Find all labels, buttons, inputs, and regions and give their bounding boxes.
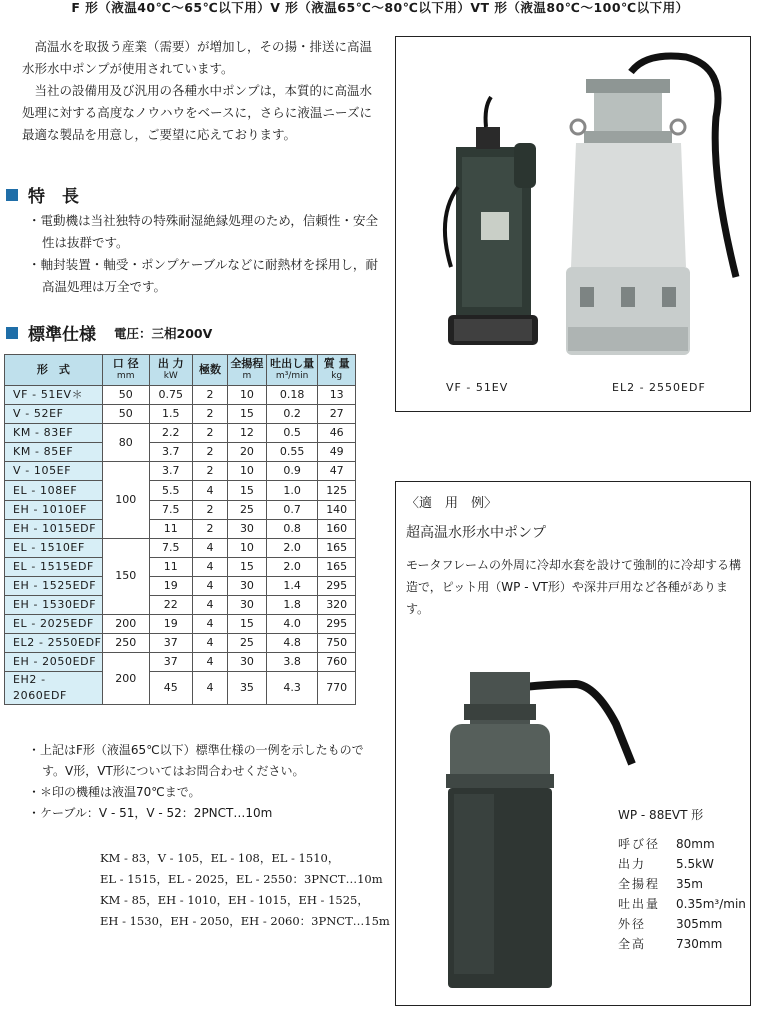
flow-cell: 0.9 [266, 462, 318, 481]
head-cell: 35 [228, 672, 267, 705]
table-row [5, 424, 356, 443]
flow-cell: 0.2 [266, 405, 318, 424]
model-cell: EH - 1015EDF [5, 519, 103, 538]
model-cell: EL2 - 2550EDF [5, 634, 103, 653]
model-cell: KM - 85EF [5, 443, 103, 462]
model-cell: V - 52EF [5, 405, 103, 424]
table-header-row [5, 355, 356, 386]
vf-51ev-pump-image [445, 97, 538, 345]
poles-cell: 4 [192, 672, 227, 705]
spec-title: 標準仕様 [28, 325, 96, 345]
output-cell: 19 [149, 615, 192, 634]
flow-cell: 4.0 [266, 615, 318, 634]
poles-cell: 4 [192, 481, 227, 500]
head-cell: 25 [228, 500, 267, 519]
poles-cell: 2 [192, 462, 227, 481]
flow-cell: 0.7 [266, 500, 318, 519]
output-cell: 22 [149, 596, 192, 615]
flow-cell: 0.5 [266, 424, 318, 443]
square-bullet-icon [6, 327, 18, 339]
flow-cell: 1.8 [266, 596, 318, 615]
table-row [5, 405, 356, 424]
poles-cell: 4 [192, 538, 227, 557]
model-cell: EL - 1515EDF [5, 557, 103, 576]
table-row [5, 576, 356, 595]
mass-cell: 165 [318, 538, 356, 557]
poles-cell: 4 [192, 596, 227, 615]
example-label: 〈適 用 例〉 [406, 496, 498, 511]
wp-88evt-pump-image [426, 664, 646, 998]
mass-cell: 46 [318, 424, 356, 443]
mass-cell: 27 [318, 405, 356, 424]
poles-cell: 2 [192, 519, 227, 538]
model-cell: V - 105EF [5, 462, 103, 481]
note-item: ・＊印の機種は液温70℃まで。 [28, 785, 201, 799]
flow-cell: 2.0 [266, 538, 318, 557]
spec-row-outer-diameter: 外径 305mm [618, 917, 723, 931]
example-title: 超高温水形水中ポンプ [406, 525, 546, 541]
output-cell: 7.5 [149, 538, 192, 557]
spec-row-output: 出力 5.5kW [618, 857, 714, 871]
model-cell: EH - 1530EDF [5, 596, 103, 615]
mass-cell: 47 [318, 462, 356, 481]
example-spec-list [618, 834, 748, 954]
mass-cell: 165 [318, 557, 356, 576]
output-cell: 1.5 [149, 405, 192, 424]
features-title: 特 長 [28, 187, 79, 207]
intro-text [22, 36, 372, 146]
caliber-cell: 200 [102, 615, 149, 634]
photo-caption-el2-2550edf: EL2 - 2550EDF [612, 381, 706, 394]
poles-cell: 2 [192, 405, 227, 424]
cable-list [100, 848, 410, 932]
table-row [5, 557, 356, 576]
head-cell: 15 [228, 615, 267, 634]
flow-cell: 4.3 [266, 672, 318, 705]
model-cell: EL - 1510EF [5, 538, 103, 557]
head-cell: 15 [228, 405, 267, 424]
output-cell: 11 [149, 557, 192, 576]
output-cell: 2.2 [149, 424, 192, 443]
model-cell: VF - 51EV＊ [5, 386, 103, 405]
head-cell: 30 [228, 653, 267, 672]
notes [28, 740, 368, 824]
mass-cell: 295 [318, 615, 356, 634]
output-cell: 11 [149, 519, 192, 538]
model-cell: EH2 - 2060EDF [5, 672, 103, 705]
voltage-label: 電圧：三相200V [114, 325, 213, 341]
poles-cell: 4 [192, 576, 227, 595]
output-cell: 45 [149, 672, 192, 705]
col-header-caliber: 口 径 mm [102, 355, 149, 386]
spec-row-flow: 吐出量 0.35m³/min [618, 897, 746, 911]
col-header-poles: 極数 [192, 355, 227, 386]
col-header-flow: 吐出し量 m³/min [266, 355, 318, 386]
head-cell: 12 [228, 424, 267, 443]
model-cell: EL - 2025EDF [5, 615, 103, 634]
caliber-cell: 50 [102, 405, 149, 424]
col-header-mass: 質 量 kg [318, 355, 356, 386]
caliber-cell: 200 [102, 653, 149, 705]
spec-row-caliber: 呼び径 80mm [618, 837, 715, 851]
el2-2550edf-pump-image [566, 56, 736, 355]
output-cell: 0.75 [149, 386, 192, 405]
cable-line: EH - 1530，EH - 2050，EH - 2060：3PNCT…15m [100, 914, 390, 928]
col-header-model: 形 式 [5, 355, 103, 386]
output-cell: 7.5 [149, 500, 192, 519]
table-row [5, 653, 356, 672]
cable-line: KM - 85，EH - 1010，EH - 1015，EH - 1525， [100, 893, 369, 907]
head-cell: 25 [228, 634, 267, 653]
mass-cell: 750 [318, 634, 356, 653]
mass-cell: 125 [318, 481, 356, 500]
poles-cell: 2 [192, 386, 227, 405]
table-row [5, 462, 356, 481]
output-cell: 3.7 [149, 462, 192, 481]
mass-cell: 295 [318, 576, 356, 595]
caliber-cell: 150 [102, 538, 149, 614]
feature-item: ・電動機は当社独特の特殊耐湿絶縁処理のため，信頼性・安全性は抜群です。 [28, 213, 378, 250]
output-cell: 37 [149, 634, 192, 653]
spec-row-total-height: 全高 730mm [618, 937, 723, 951]
head-cell: 20 [228, 443, 267, 462]
mass-cell: 320 [318, 596, 356, 615]
table-row [5, 538, 356, 557]
model-cell: EH - 2050EDF [5, 653, 103, 672]
poles-cell: 2 [192, 500, 227, 519]
temperature-range-header: F 形（液温40℃～65℃以下用）V 形（液温65℃～80℃以下用）VT 形（液温80℃～100℃以下用） [71, 0, 689, 15]
head-cell: 30 [228, 576, 267, 595]
example-description: モータフレームの外周に冷却水套を設けて強制的に冷却する構造で，ピット用（WP - VT形）や深井戸用など各種があります。 [406, 558, 742, 616]
poles-cell: 4 [192, 634, 227, 653]
table-row [5, 596, 356, 615]
head-cell: 30 [228, 596, 267, 615]
flow-cell: 3.8 [266, 653, 318, 672]
head-cell: 15 [228, 481, 267, 500]
note-item: ・上記はF形（液温65℃以下）標準仕様の一例を示したものです。V形，VT形についてはお問合わせください。 [28, 743, 364, 778]
head-cell: 10 [228, 538, 267, 557]
flow-cell: 0.18 [266, 386, 318, 405]
flow-cell: 1.0 [266, 481, 318, 500]
spec-table [4, 354, 356, 705]
example-model: WP - 88EVT 形 [618, 808, 704, 822]
caliber-cell: 80 [102, 424, 149, 462]
poles-cell: 2 [192, 424, 227, 443]
model-cell: EH - 1525EDF [5, 576, 103, 595]
product-photo-panel [395, 36, 751, 412]
model-cell: EH - 1010EF [5, 500, 103, 519]
mass-cell: 13 [318, 386, 356, 405]
poles-cell: 2 [192, 443, 227, 462]
caliber-cell: 250 [102, 634, 149, 653]
head-cell: 10 [228, 386, 267, 405]
intro-paragraph-1: 高温水を取扱う産業（需要）が増加し，その揚・排送に高温水形水中ポンプが使用されています。 [22, 39, 373, 76]
output-cell: 3.7 [149, 443, 192, 462]
table-row [5, 386, 356, 405]
poles-cell: 4 [192, 653, 227, 672]
model-cell: KM - 83EF [5, 424, 103, 443]
flow-cell: 4.8 [266, 634, 318, 653]
flow-cell: 0.8 [266, 519, 318, 538]
flow-cell: 2.0 [266, 557, 318, 576]
table-row [5, 519, 356, 538]
caliber-cell: 50 [102, 386, 149, 405]
col-header-head: 全揚程 m [228, 355, 267, 386]
flow-cell: 1.4 [266, 576, 318, 595]
table-row [5, 615, 356, 634]
table-row [5, 500, 356, 519]
head-cell: 30 [228, 519, 267, 538]
output-cell: 19 [149, 576, 192, 595]
cable-line: EL - 1515，EL - 2025，EL - 2550：3PNCT…10m [100, 872, 383, 886]
table-row [5, 672, 356, 705]
model-cell: EL - 108EF [5, 481, 103, 500]
output-cell: 5.5 [149, 481, 192, 500]
head-cell: 15 [228, 557, 267, 576]
caliber-cell: 100 [102, 462, 149, 538]
mass-cell: 770 [318, 672, 356, 705]
poles-cell: 4 [192, 557, 227, 576]
table-row [5, 634, 356, 653]
intro-paragraph-2: 当社の設備用及び汎用の各種水中ポンプは，本質的に高温水処理に対する高度なノウハウをベースに，さらに液温ニーズに最適な製品を用意し，ご要望に応えております。 [22, 83, 373, 142]
spec-table-body [5, 386, 356, 705]
photo-caption-vf-51ev: VF - 51EV [446, 381, 509, 394]
mass-cell: 160 [318, 519, 356, 538]
spec-row-head: 全揚程 35m [618, 877, 703, 891]
pump-photo-illustration [396, 37, 750, 377]
head-cell: 10 [228, 462, 267, 481]
mass-cell: 760 [318, 653, 356, 672]
output-cell: 37 [149, 653, 192, 672]
features-list [28, 210, 378, 298]
features-heading [6, 182, 79, 207]
table-row [5, 443, 356, 462]
mass-cell: 140 [318, 500, 356, 519]
table-row [5, 481, 356, 500]
cable-line: KM - 83，V - 105，EL - 108，EL - 1510， [100, 851, 340, 865]
col-header-output: 出 力 kW [149, 355, 192, 386]
flow-cell: 0.55 [266, 443, 318, 462]
spec-heading [6, 320, 212, 345]
feature-item: ・軸封装置・軸受・ポンプケーブルなどに耐熱材を採用し，耐高温処理は万全です。 [28, 257, 378, 294]
poles-cell: 4 [192, 615, 227, 634]
square-bullet-icon [6, 189, 18, 201]
mass-cell: 49 [318, 443, 356, 462]
application-example-panel [395, 481, 751, 1006]
note-item: ・ケーブル：V - 51，V - 52：2PNCT…10m [28, 806, 273, 820]
